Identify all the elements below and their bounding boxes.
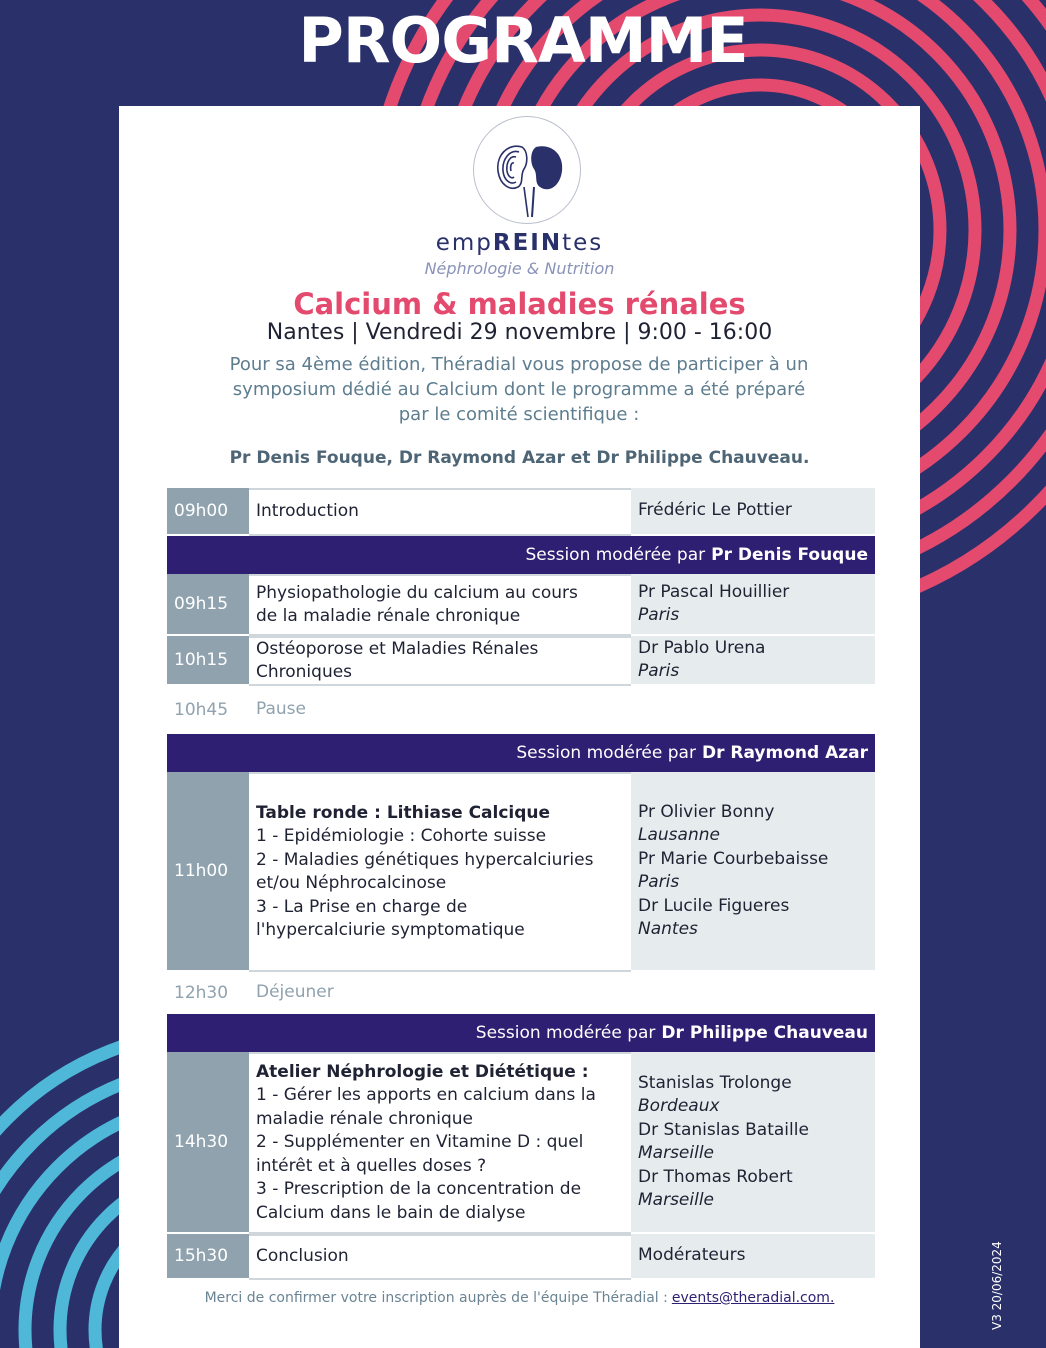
intro-text xyxy=(179,352,859,427)
speaker-cell xyxy=(631,574,875,636)
speaker-city: Bordeaux xyxy=(638,1096,720,1116)
speaker-city: Marseille xyxy=(638,1143,715,1163)
desc-cell xyxy=(249,1052,631,1234)
table-row xyxy=(167,1052,875,1234)
desc-line: 1 - Epidémiologie : Cohorte suisse xyxy=(256,826,547,846)
speaker-name: Pr Marie Courbebaisse xyxy=(638,848,829,869)
speaker-name: Stanislas Trolonge xyxy=(638,1072,792,1093)
session-moderator: Dr Raymond Azar xyxy=(701,743,868,763)
desc-cell xyxy=(249,574,631,636)
desc-line: de la maladie rénale chronique xyxy=(256,606,521,626)
speaker-city: Paris xyxy=(638,605,680,625)
time-cell: 15h30 xyxy=(167,1234,249,1280)
brand-prefix: emp xyxy=(435,230,493,256)
event-title: Calcium & maladies rénales xyxy=(293,287,746,321)
kidney-fingerprint-icon xyxy=(474,117,580,223)
desc-line: Atelier Néphrologie et Diététique : xyxy=(256,1061,589,1082)
speaker-cell xyxy=(631,1234,875,1280)
speaker-cell xyxy=(631,772,875,972)
brand-suffix: tes xyxy=(562,230,604,256)
time-cell: 10h45 xyxy=(167,686,249,734)
session-moderator: Pr Denis Fouque xyxy=(711,545,868,565)
speaker-city: Nantes xyxy=(638,919,698,939)
desc-line: Déjeuner xyxy=(256,982,334,1003)
desc-line: Conclusion xyxy=(256,1246,349,1267)
desc-line: Table ronde : Lithiase Calcique xyxy=(256,802,551,823)
speaker-cell xyxy=(631,972,875,1014)
desc-line: Chroniques xyxy=(256,662,353,682)
programme-card xyxy=(119,106,920,1348)
footer-note xyxy=(119,1288,920,1308)
desc-line: maladie rénale chronique xyxy=(256,1108,474,1129)
speaker-city: Paris xyxy=(638,872,680,892)
desc-cell xyxy=(249,972,631,1014)
desc-line: intérêt et à quelles doses ? xyxy=(256,1155,487,1176)
desc-line: Pause xyxy=(256,699,306,720)
desc-line: Physiopathologie du calcium au cours xyxy=(256,582,578,603)
brand-name xyxy=(119,229,920,257)
session-prefix: Session modérée par xyxy=(516,743,696,763)
intro-line: Pour sa 4ème édition, Théradial vous propose de participer à un xyxy=(229,354,809,375)
speaker-city: Paris xyxy=(638,661,680,681)
desc-line: Calcium dans le bain de dialyse xyxy=(256,1202,526,1223)
desc-line: 3 - Prescription de la concentration de xyxy=(256,1179,582,1200)
speaker-name: Pr Pascal Houillier xyxy=(638,581,790,602)
time-cell: 09h15 xyxy=(167,574,249,636)
desc-line: 2 - Supplémenter en Vitamine D : quel xyxy=(256,1132,584,1153)
table-row-pause xyxy=(167,686,875,734)
desc-cell xyxy=(249,1234,631,1280)
desc-line: 1 - Gérer les apports en calcium dans la xyxy=(256,1085,596,1106)
time-cell: 10h15 xyxy=(167,636,249,686)
programme-heading: PROGRAMME xyxy=(298,4,748,77)
session-prefix: Session modérée par xyxy=(475,1023,656,1043)
speaker-name: Pr Olivier Bonny xyxy=(638,801,775,822)
session-prefix: Session modérée par xyxy=(525,545,706,565)
brand-bold: REIN xyxy=(492,230,563,256)
desc-line: l'hypercalciurie symptomatique xyxy=(256,920,525,940)
desc-line: 2 - Maladies génétiques hypercalciuries xyxy=(256,849,594,870)
desc-line: et/ou Néphrocalcinose xyxy=(256,873,447,893)
speaker-cell xyxy=(631,636,875,686)
intro-line: symposium dédié au Calcium dont le programme a été préparé xyxy=(232,379,806,400)
brand-tagline: Néphrologie & Nutrition xyxy=(424,259,615,278)
committee-names: Pr Denis Fouque, Dr Raymond Azar et Dr Philippe Chauveau. xyxy=(229,448,810,468)
session-banner xyxy=(167,734,875,772)
session-banner xyxy=(167,536,875,574)
speaker-cell xyxy=(631,488,875,536)
version-label: V3 20/06/2024 xyxy=(990,1241,1004,1330)
speaker-cell xyxy=(631,1052,875,1234)
speaker-name: Dr Lucile Figueres xyxy=(638,895,790,916)
table-row-lunch xyxy=(167,972,875,1014)
desc-cell xyxy=(249,488,631,536)
time-cell: 09h00 xyxy=(167,488,249,536)
time-cell: 12h30 xyxy=(167,972,249,1014)
speaker-city: Marseille xyxy=(638,1190,715,1210)
session-banner xyxy=(167,1014,875,1052)
table-row xyxy=(167,1234,875,1280)
time-cell: 11h00 xyxy=(167,772,249,972)
speaker-name: Dr Stanislas Bataille xyxy=(638,1119,809,1140)
intro-line: par le comité scientifique : xyxy=(398,404,640,425)
desc-cell xyxy=(249,636,631,686)
desc-cell xyxy=(249,686,631,734)
contact-email-link[interactable]: events@theradial.com. xyxy=(671,1290,835,1306)
speaker-name: Modérateurs xyxy=(638,1245,746,1266)
table-row xyxy=(167,574,875,636)
speaker-name: Dr Thomas Robert xyxy=(638,1166,793,1187)
table-row xyxy=(167,488,875,536)
speaker-cell xyxy=(631,686,875,734)
table-row xyxy=(167,636,875,686)
speaker-name: Dr Pablo Urena xyxy=(638,637,766,658)
event-subtitle: Nantes | Vendredi 29 novembre | 9:00 - 16:00 xyxy=(266,320,773,345)
speaker-name: Frédéric Le Pottier xyxy=(638,500,792,521)
desc-line: Ostéoporose et Maladies Rénales xyxy=(256,638,539,659)
table-row xyxy=(167,772,875,972)
logo-circle xyxy=(473,116,581,224)
desc-line: 3 - La Prise en charge de xyxy=(256,896,468,917)
desc-cell xyxy=(249,772,631,972)
speaker-city: Lausanne xyxy=(638,825,720,845)
desc-line: Introduction xyxy=(256,501,359,522)
session-moderator: Dr Philippe Chauveau xyxy=(661,1023,868,1043)
time-cell: 14h30 xyxy=(167,1052,249,1234)
footer-text: Merci de confirmer votre inscription auprès de l'équipe Théradial : xyxy=(204,1290,668,1306)
